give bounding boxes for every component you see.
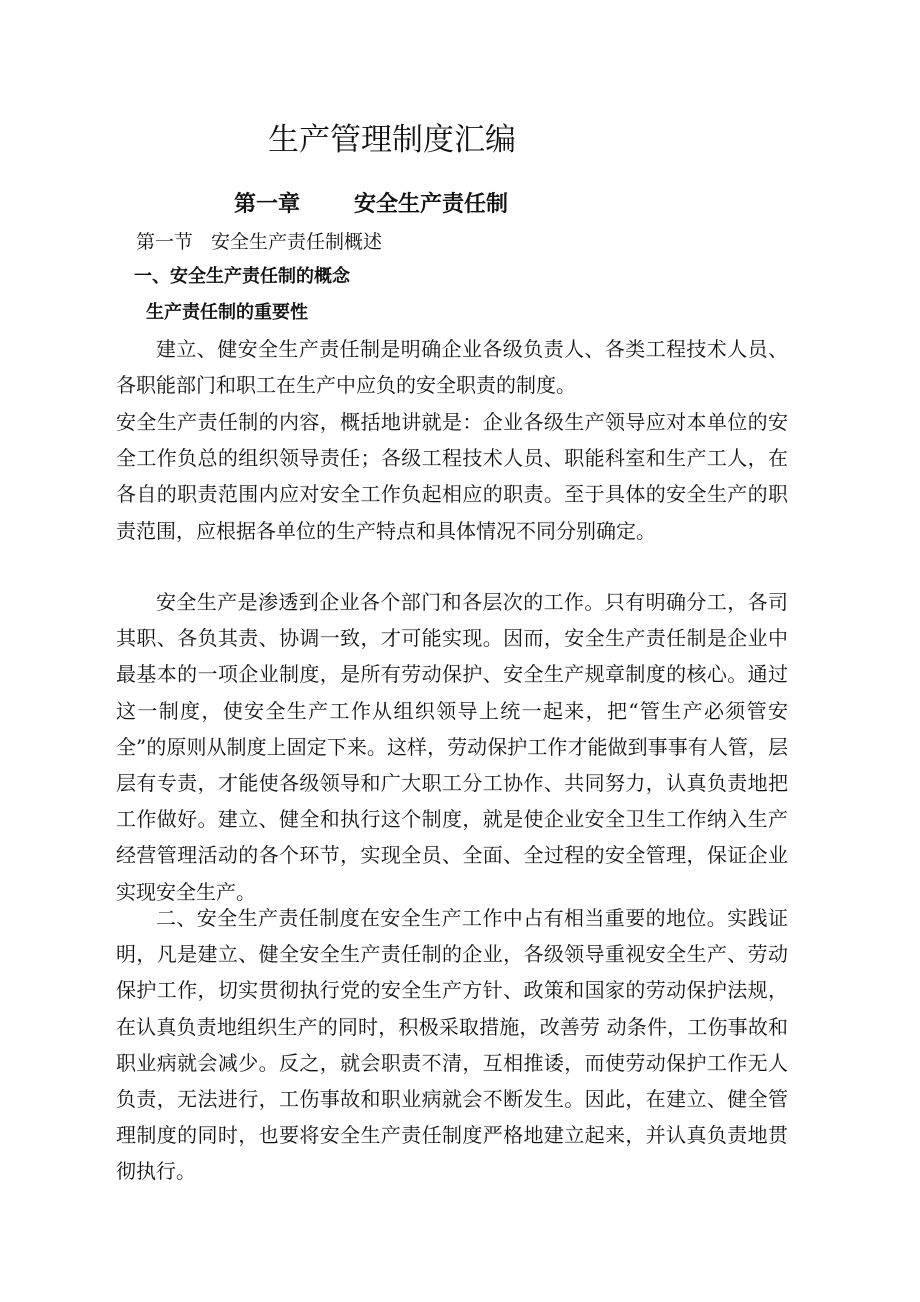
- chapter-heading: [234, 188, 508, 222]
- chapter-number: 第一章: [234, 192, 301, 217]
- subsection-heading: 一、安全生产责任制的概念: [134, 266, 350, 287]
- section-heading: [136, 226, 382, 258]
- topic-heading: 生产责任制的重要性: [146, 302, 308, 323]
- section-number: 第一节: [136, 231, 194, 253]
- paragraph-1: 建立、健安全生产责任制是明确企业各级负责人、各类工程技术人员、各职能部门和职工在生产中应负的安全职责的制度。: [116, 337, 788, 398]
- paragraph-2: 安全生产责任制的内容，概括地讲就是：企业各级生产领导应对本单位的安全工作负总的组织领导责任；各级工程技术人员、职能科室和生产工人，在各自的职责范围内应对安全工作负起相应的职责。至于具体的安全生产的职责范围，应根据各单位的生产特点和具体情况不同分别确定。: [116, 410, 788, 543]
- chapter-title: 安全生产责任制: [354, 192, 509, 217]
- paragraph-3: 安全生产是渗透到企业各个部门和各层次的工作。只有明确分工，各司其职、各负其责、协调一致，才可能实现。因而，安全生产责任制是企业中最基本的一项企业制度，是所有劳动保护、安全生产规章制度的核心。通过这一制度，使安全生产工作从组织领导上统一起来，把“管生产必须管安全”的原则从制度上固定下来。这样，劳动保护工作才能做到事事有人管，层层有专责，才能使各级领导和广大职工分工协作、共同努力，认真负责地把工作做好。建立、健全和执行这个制度，就是使企业安全卫生工作纳入生产经营管理活动的各个环节，实现全员、全面、全过程的安全管理，保证企业实现安全生产。: [116, 590, 788, 904]
- document-title: 生产管理制度汇编: [268, 122, 516, 158]
- paragraph-4: 二、安全生产责任制度在安全生产工作中占有相当重要的地位。实践证明，凡是建立、健全安全生产责任制的企业，各级领导重视安全生产、劳动保护工作，切实贯彻执行党的安全生产方针、政策和国家的劳动保护法规，在认真负责地组织生产的同时，积极采取措施，改善劳 动条件，工伤事故和职业病就会减少。反之，就会职责不清，互相推诿，而使劳动保护工作无人负责，无法进行，工伤事故和职业病就会不断发生。因此，在建立、健全管理制度的同时，也要将安全生产责任制度严格地建立起来，并认真负责地贯彻执行。: [116, 906, 788, 1184]
- section-title: 安全生产责任制概述: [211, 231, 383, 253]
